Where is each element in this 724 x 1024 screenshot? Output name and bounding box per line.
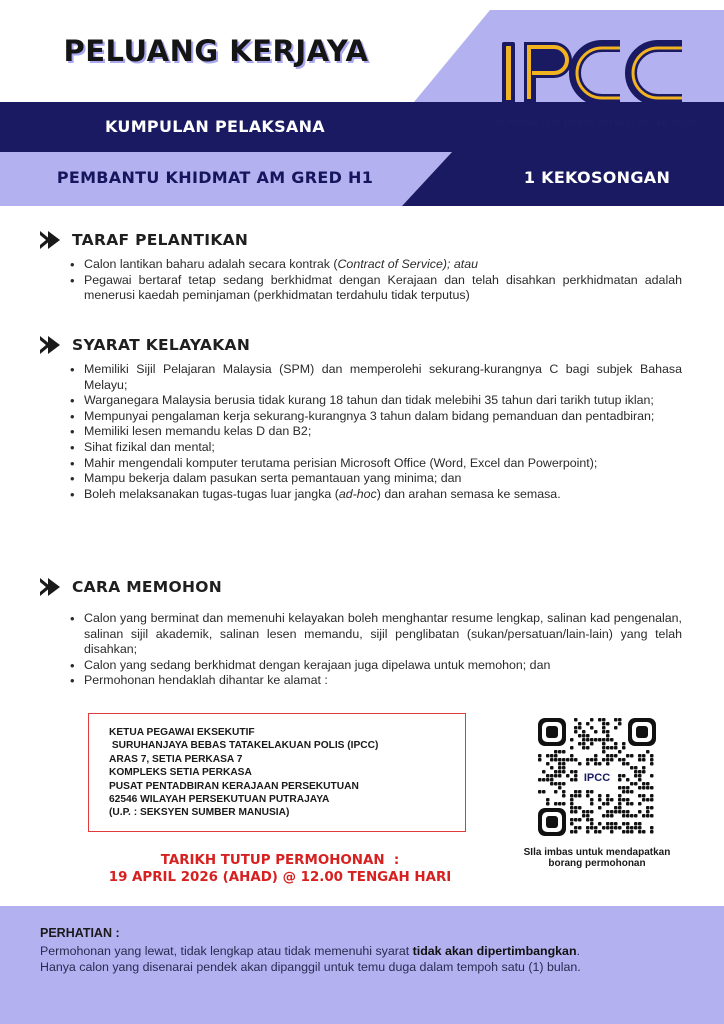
- section-heading-syarat: [40, 336, 250, 354]
- list-item: • Boleh melaksanakan tugas-tugas luar jangka (ad-hoc) dan arahan semasa ke semasa.: [70, 487, 682, 503]
- qr-caption: [490, 847, 704, 869]
- address-line: PUSAT PENTADBIRAN KERAJAAN PERSEKUTUAN: [109, 780, 359, 792]
- logo-subtitle: SURUHANJAYA BEBAS TATAKELAKUAN POLIS: [496, 118, 698, 128]
- list-item: • Mampu bekerja dalam pasukan serta pemantauan yang minima; dan: [70, 471, 682, 487]
- cara-list: [70, 611, 682, 689]
- list-item: • Warganegara Malaysia berusia tidak kurang 18 tahun dan tidak melebihi 35 tahun dari tarikh tutup iklan;: [70, 393, 682, 409]
- list-item: • Calon yang berminat dan memenuhi kelayakan boleh menghantar resume lengkap, salinan kad pengenalan, salinan sijil akademik, salinan lesen memandu, sijil penglibatan (sukan/persatuan/lain-lain) yang telah disahkan;: [70, 611, 682, 658]
- closing-date-value: 19 APRIL 2026 (AHAD) @ 12.00 TENGAH HARI: [108, 870, 452, 885]
- double-arrow-icon: [40, 336, 62, 354]
- list-item: • Mahir mengendali komputer terutama perisian Microsoft Office (Word, Excel dan Powerpoint);: [70, 456, 682, 472]
- job-position: PEMBANTU KHIDMAT AM GRED H1: [56, 168, 374, 187]
- address-line: SURUHANJAYA BEBAS TATAKELAKUAN POLIS (IPCC): [109, 740, 379, 752]
- address-line: 62546 WILAYAH PERSEKUTUAN PUTRAJAYA: [109, 794, 330, 806]
- double-arrow-icon: [40, 231, 62, 249]
- qr-logo-text: IPCC: [583, 772, 611, 784]
- list-item: • Calon yang sedang berkhidmat dengan kerajaan juga dipelawa untuk memohon; dan: [70, 658, 682, 674]
- qr-caption-line: SIla imbas untuk mendapatkan: [523, 847, 671, 858]
- list-item: • Memiliki lesen memandu kelas D dan B2;: [70, 424, 682, 440]
- address-line: KOMPLEKS SETIA PERKASA: [109, 767, 252, 779]
- address-box: [88, 713, 466, 832]
- address-line: (U.P. : SEKSYEN SUMBER MANUSIA): [109, 807, 290, 819]
- list-item: • Memiliki Sijil Pelajaran Malaysia (SPM) dan memperolehi sekurang-kurangnya C bagi subjek Bahasa Melayu;: [70, 362, 682, 393]
- vacancy-count: 1 KEKOSONGAN: [523, 168, 671, 187]
- notice-title: PERHATIAN :: [40, 926, 120, 940]
- list-item: • Permohonan hendaklah dihantar ke alamat :: [70, 673, 682, 689]
- double-arrow-icon: [40, 578, 62, 596]
- list-item: • Pegawai bertaraf tetap sedang berkhidmat dengan Kerajaan dan telah disahkan perkhidmatan adalah menerusi kaedah peminjaman (perkhidmatan terdahulu tidak terputus): [70, 273, 682, 304]
- section-heading-cara: [40, 578, 222, 596]
- list-item: • Calon lantikan baharu adalah secara kontrak (Contract of Service); atau: [70, 257, 682, 273]
- header: [0, 0, 724, 206]
- syarat-list: [70, 362, 682, 502]
- qr-code[interactable]: [536, 716, 658, 838]
- qr-caption-line: borang permohonan: [548, 858, 646, 869]
- address-line: ARAS 7, SETIA PERKASA 7: [109, 753, 243, 765]
- notice-line: Permohonan yang lewat, tidak lengkap atau tidak memenuhi syarat tidak akan dipertimbangkan.: [40, 944, 580, 958]
- address-line: KETUA PEGAWAI EKSEKUTIF: [109, 727, 255, 738]
- section-heading-taraf: [40, 231, 248, 249]
- section-title: TARAF PELANTIKAN: [72, 231, 249, 249]
- closing-date: [60, 852, 500, 886]
- section-title: SYARAT KELAYAKAN: [72, 336, 251, 354]
- job-group: KUMPULAN PELAKSANA: [104, 117, 325, 136]
- page-title: PELUANG KERJAYA: [63, 34, 369, 68]
- notice-line: Hanya calon yang disenarai pendek akan dipanggil untuk temu duga dalam tempoh satu (1) bulan.: [40, 960, 581, 974]
- list-item: • Mempunyai pengalaman kerja sekurang-kurangnya 3 tahun dalam bidang pemanduan dan pentadbiran;: [70, 409, 682, 425]
- ipcc-logo: [498, 36, 688, 112]
- taraf-list: [70, 257, 682, 304]
- list-item: • Sihat fizikal dan mental;: [70, 440, 682, 456]
- closing-date-label: TARIKH TUTUP PERMOHONAN :: [160, 853, 400, 868]
- footer-notice: [0, 906, 724, 1024]
- section-title: CARA MEMOHON: [72, 578, 223, 596]
